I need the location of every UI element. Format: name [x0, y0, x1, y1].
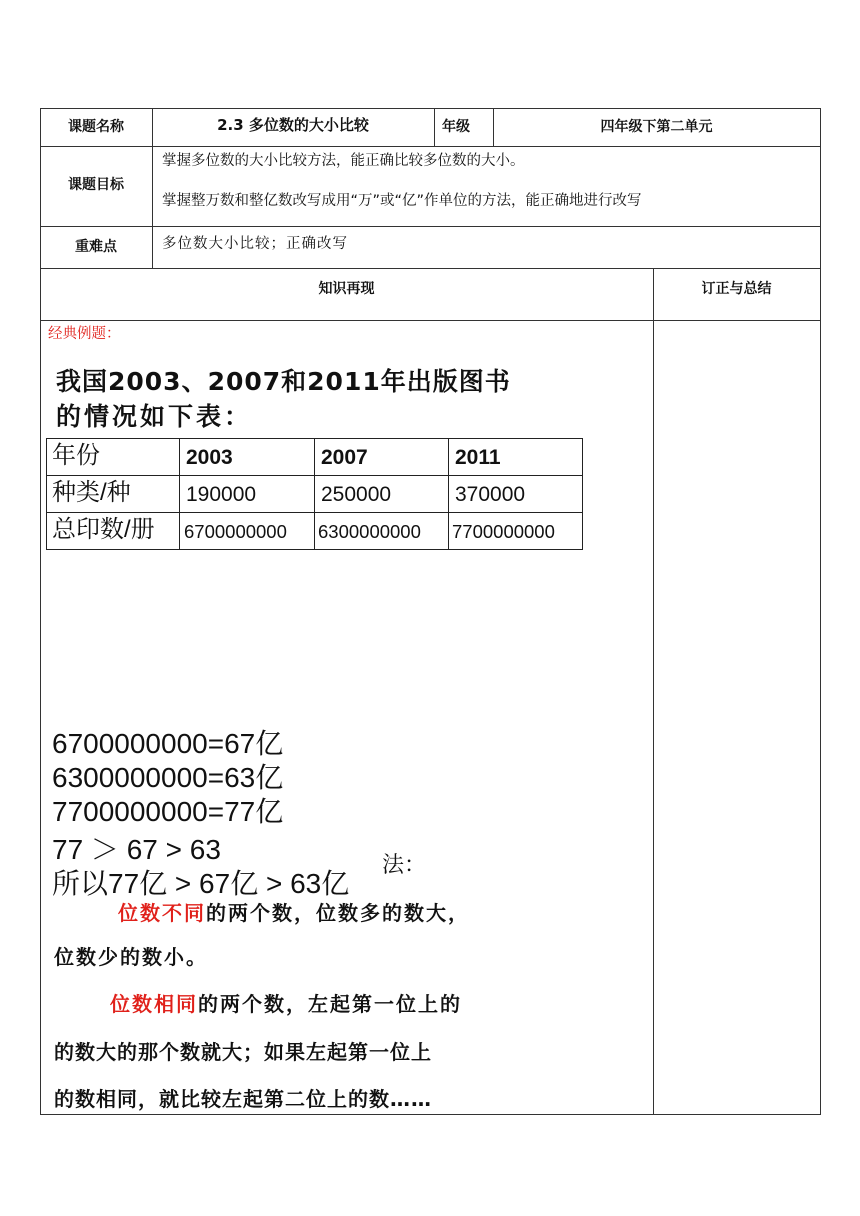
rule-2-line-2: 的数大的那个数就大；如果左起第一位上	[54, 1040, 432, 1064]
table-row-prints-label: 总印数/册	[52, 516, 155, 543]
section-right-title: 订正与总结	[701, 281, 772, 297]
table-header-2011: 2011	[455, 446, 501, 469]
equation-line-1: 6700000000=67亿	[52, 728, 284, 759]
topic-label: 课题名称	[68, 119, 124, 135]
grade-value: 四年级下第二单元	[600, 119, 713, 135]
table-line-after-keypoints	[40, 268, 821, 269]
rule-2-line-3: 的数相同，就比较左起第二位上的数……	[54, 1087, 432, 1111]
topic-value: 2.3 多位数的大小比较	[217, 116, 369, 134]
rule-2-rest: 的两个数，左起第一位上的	[198, 992, 462, 1016]
table-row-kinds-2007: 250000	[321, 483, 392, 506]
table-line-after-header	[40, 146, 821, 147]
table-border-right	[820, 108, 821, 1115]
table-header-2003: 2003	[186, 446, 233, 469]
equation-line-5: 所以77亿 > 67亿 > 63亿	[52, 868, 350, 899]
section-left-title: 知识再现	[318, 281, 375, 297]
equation-line-4: 77 ＞ 67 > 63	[52, 834, 221, 865]
key-points-label: 重难点	[75, 239, 117, 255]
table-row-kinds-label: 种类/种	[52, 479, 131, 506]
table-header-2007: 2007	[321, 446, 368, 469]
rule-2-line-1	[110, 988, 462, 1017]
goal-line-1: 掌握多位数的大小比较方法，能正确比较多位数的大小。	[162, 153, 525, 169]
goal-line-2: 掌握整万数和整亿数改写成用“万”或“亿”作单位的方法，能正确地进行改写	[162, 193, 642, 209]
book-data-table	[46, 438, 583, 550]
table-row-prints-2003: 6700000000	[184, 521, 287, 542]
rule-1-line-1	[118, 897, 470, 926]
rule-2-highlight: 位数相同	[110, 992, 198, 1016]
table-line-after-section	[40, 320, 821, 321]
rule-1-highlight: 位数不同	[118, 901, 206, 925]
example-intro-line-1: 我国2003、2007和2011年出版图书	[56, 367, 511, 396]
table-border-bottom	[40, 1114, 821, 1115]
table-border-left	[40, 108, 41, 1115]
rule-1-line-2: 位数少的数小。	[54, 945, 208, 969]
goal-label: 课题目标	[68, 177, 124, 193]
equation-line-3: 7700000000=77亿	[52, 796, 284, 827]
table-header-year: 年份	[52, 442, 100, 469]
table-border-top	[40, 108, 821, 109]
example-intro-line-2: 的情况如下表：	[56, 402, 253, 431]
method-label: 法：	[382, 853, 427, 878]
rule-1-rest: 的两个数，位数多的数大，	[206, 901, 470, 925]
table-line-after-goal	[40, 226, 821, 227]
key-points-value: 多位数大小比较；正确改写	[162, 236, 348, 252]
table-row-prints-2011: 7700000000	[452, 521, 555, 542]
grade-label: 年级	[442, 119, 470, 135]
equation-line-2: 6300000000=63亿	[52, 762, 284, 793]
table-row-kinds-2011: 370000	[455, 483, 526, 506]
table-row-kinds-2003: 190000	[186, 483, 257, 506]
table-col-summary-divider	[653, 268, 654, 1114]
table-row-prints-2007: 6300000000	[318, 521, 421, 542]
example-label: 经典例题：	[48, 326, 121, 342]
